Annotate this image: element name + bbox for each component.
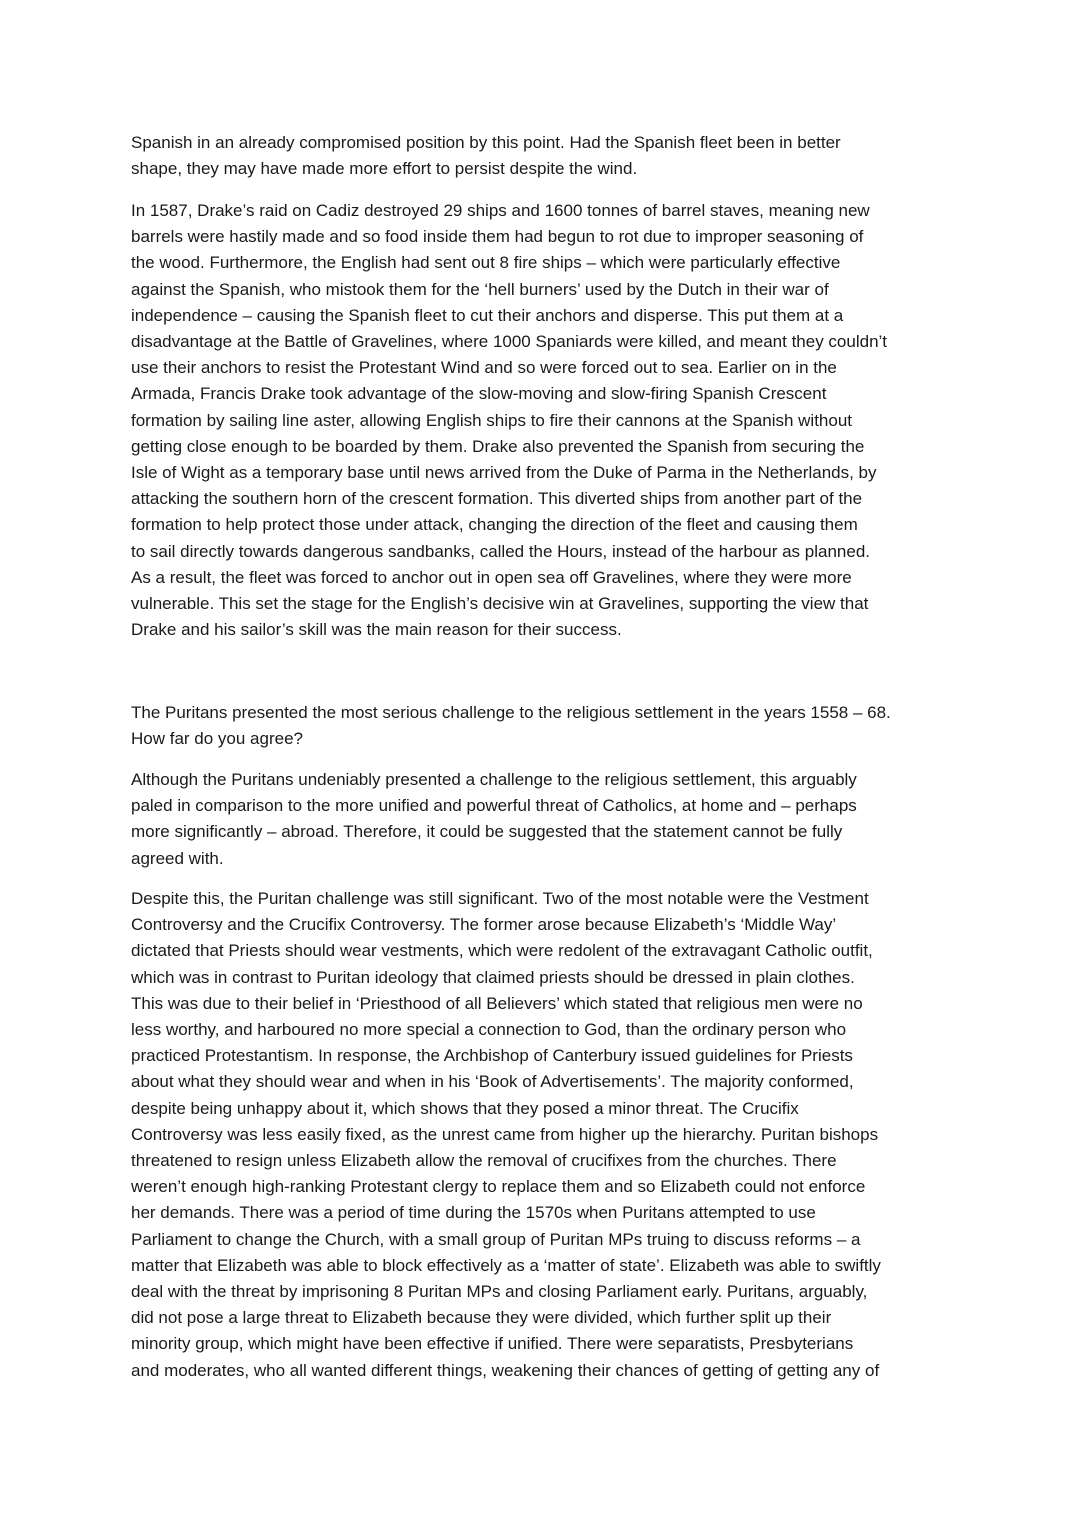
text-line: Controversy and the Crucifix Controversy. The former arose because Elizabeth’s ‘Middle Way’ [131, 915, 837, 935]
text-line: In 1587, Drake’s raid on Cadiz destroyed 29 ships and 1600 tonnes of barrel staves, meaning new [131, 201, 870, 220]
text-line: Armada, Francis Drake took advantage of the slow-moving and slow-firing Spanish Crescent [131, 384, 827, 404]
text-line: the wood. Furthermore, the English had sent out 8 fire ships – which were particularly effective [131, 253, 841, 273]
text-line: formation by sailing line aster, allowing English ships to fire their cannons at the Spanish without [131, 410, 853, 430]
text-line: deal with the threat by imprisoning 8 Puritan MPs and closing Parliament early. Puritans, arguably, [131, 1282, 868, 1302]
text-line: despite being unhappy about it, which shows that they posed a minor threat. The Crucifix [131, 1098, 799, 1118]
text-line: weren’t enough high-ranking Protestant clergy to replace them and so Elizabeth could not enforce [131, 1177, 866, 1197]
text-line: threatened to resign unless Elizabeth allow the removal of crucifixes from the churches. There [131, 1151, 837, 1171]
text-line: which was in contrast to Puritan ideology that claimed priests should be dressed in plain clothes. [131, 967, 855, 987]
text-line: more significantly – abroad. Therefore, it could be suggested that the statement cannot be fully [131, 822, 843, 842]
text-line: her demands. There was a period of time during the 1570s when Puritans attempted to use [131, 1203, 816, 1223]
text-line: Despite this, the Puritan challenge was still significant. Two of the most notable were the Vestment [131, 889, 869, 908]
essay-question [131, 700, 961, 752]
text-line: Spanish in an already compromised position by this point. Had the Spanish fleet been in better [131, 133, 841, 152]
text-line: and moderates, who all wanted different things, weakening their chances of getting of getting any of [131, 1360, 880, 1380]
text-line: agreed with. [131, 848, 224, 868]
paragraph-continuation [131, 130, 961, 182]
text-line: Although the Puritans undeniably presented a challenge to the religious settlement, this arguably [131, 770, 857, 789]
paragraph-drake [131, 198, 961, 643]
text-line: less worthy, and harboured no more special a connection to God, than the ordinary person who [131, 1020, 847, 1040]
text-line: disadvantage at the Battle of Gravelines, where 1000 Spaniards were killed, and meant they couldn’t [131, 332, 888, 352]
text-line: Isle of Wight as a temporary base until news arrived from the Duke of Parma in the Netherlands, by [131, 463, 877, 483]
text-line: As a result, the fleet was forced to anchor out in open sea off Gravelines, where they were more [131, 567, 852, 587]
text-line: practiced Protestantism. In response, the Archbishop of Canterbury issued guidelines for Priests [131, 1046, 853, 1066]
text-line: use their anchors to resist the Protestant Wind and so were forced out to sea. Earlier on in the [131, 358, 837, 378]
text-line: vulnerable. This set the stage for the English’s decisive win at Gravelines, supporting the view that [131, 594, 869, 614]
text-line: matter that Elizabeth was able to block effectively as a ‘matter of state’. Elizabeth was able to swiftly [131, 1255, 881, 1275]
text-line: barrels were hastily made and so food inside them had begun to rot due to improper seasoning of [131, 227, 864, 247]
text-line: shape, they may have made more effort to persist despite the wind. [131, 159, 638, 179]
text-line: This was due to their belief in ‘Priesthood of all Believers’ which stated that religious men were no [131, 993, 863, 1013]
text-line: Controversy was less easily fixed, as the unrest came from higher up the hierarchy. Puritan bishops [131, 1124, 879, 1144]
text-line: formation to help protect those under attack, changing the direction of the fleet and causing them [131, 515, 858, 535]
text-line: did not pose a large threat to Elizabeth because they were divided, which further split up their [131, 1308, 832, 1328]
text-line: getting close enough to be boarded by them. Drake also prevented the Spanish from securing the [131, 436, 865, 456]
text-line: about what they should wear and when in his ‘Book of Advertisements’. The majority conformed, [131, 1072, 854, 1092]
text-line: against the Spanish, who mistook them for the ‘hell burners’ used by the Dutch in their war of [131, 279, 829, 299]
paragraph-puritan-challenge [131, 886, 961, 1384]
text-line: independence – causing the Spanish fleet to cut their anchors and disperse. This put them at a [131, 305, 844, 325]
text-line: The Puritans presented the most serious challenge to the religious settlement in the years 1558 – 68. [131, 703, 891, 722]
text-line: minority group, which might have been effective if unified. There were separatists, Presbyterians [131, 1334, 854, 1354]
paragraph-intro [131, 767, 961, 872]
text-line: paled in comparison to the more unified and powerful threat of Catholics, at home and – perhaps [131, 796, 857, 816]
text-line: to sail directly towards dangerous sandbanks, called the Hours, instead of the harbour as planned. [131, 541, 871, 561]
text-line: Parliament to change the Church, with a small group of Puritan MPs truing to discuss reforms – a [131, 1229, 861, 1249]
text-line: How far do you agree? [131, 729, 303, 749]
text-line: dictated that Priests should wear vestments, which were redolent of the extravagant Catholic outfit, [131, 941, 873, 961]
text-line: Drake and his sailor’s skill was the main reason for their success. [131, 620, 622, 640]
text-line: attacking the southern horn of the crescent formation. This diverted ships from another part of the [131, 489, 863, 509]
